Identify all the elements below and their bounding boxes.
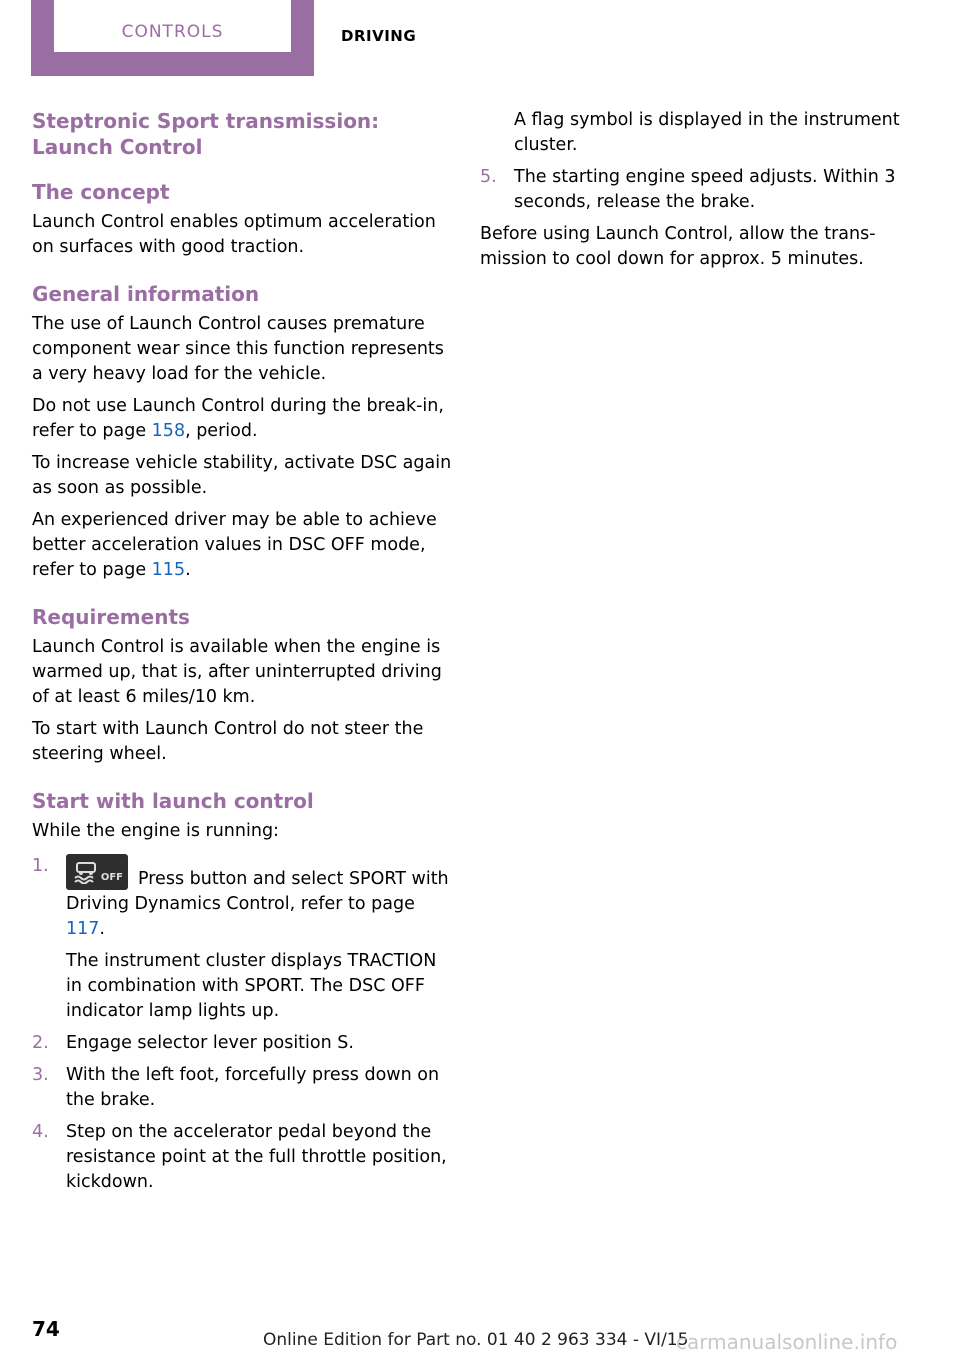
list-item	[32, 1031, 452, 1056]
list-item	[32, 1120, 452, 1195]
general-p1: The use of Launch Control causes premature component wear since this function represents a very heavy load for the vehicle.	[32, 314, 444, 384]
dsc-off-button-icon	[66, 854, 128, 890]
start-intro: While the engine is running:	[32, 821, 279, 841]
page-number: 74	[32, 1317, 60, 1341]
concept-text: Launch Control enables optimum acceleration on surfaces with good traction.	[32, 212, 436, 257]
closing-text: Before using Launch Control, allow the transmission to cool down for approx. 5 minutes.	[480, 224, 876, 269]
step-text: The starting engine speed adjusts. Within 3 seconds, release the brake.	[514, 167, 896, 212]
general-p2: Do not use Launch Control during the break-in, refer to page 158, period.	[32, 396, 444, 441]
left-column	[32, 108, 452, 1202]
right-column	[480, 108, 900, 279]
steps-list	[32, 854, 452, 1195]
list-item	[480, 165, 900, 215]
requirements-p1: Launch Control is available when the engine is warmed up, that is, after uninterrupted driving of at least 6 miles/10 km.	[32, 637, 442, 707]
step-number: 3.	[32, 1065, 49, 1085]
list-item-continued	[480, 108, 900, 158]
list-item	[32, 1063, 452, 1113]
page-link-115[interactable]: 115	[151, 560, 186, 580]
step-number: 4.	[32, 1122, 49, 1142]
section-title: Steptronic Sport transmission: Launch Control	[32, 109, 380, 159]
edition-footer: Online Edition for Part no. 01 40 2 963 334 - VI/15	[263, 1330, 689, 1350]
step-text-2: The instrument cluster displays TRACTION in combination with SPORT. The DSC OFF indicator lamp lights up.	[66, 951, 437, 1021]
step-number: 5.	[480, 167, 497, 187]
dsc-off-label: OFF	[100, 872, 123, 883]
step-text: With the left foot, forcefully press down on the brake.	[66, 1065, 440, 1110]
step-text: Engage selector lever position S.	[66, 1033, 354, 1053]
page-link-117[interactable]: 117	[66, 919, 100, 939]
requirements-p2: To start with Launch Control do not steer the steering wheel.	[32, 719, 424, 764]
step-text: A flag symbol is displayed in the instrument cluster.	[514, 110, 900, 155]
chapter-tab-label[interactable]: CONTROLS	[121, 22, 224, 42]
requirements-heading: Requirements	[32, 605, 190, 629]
general-p3: To increase vehicle stability, activate DSC again as soon as possible.	[32, 453, 452, 498]
general-heading: General information	[32, 282, 260, 306]
start-heading: Start with launch control	[32, 789, 314, 813]
general-p4: An experienced driver may be able to achieve better acceleration values in DSC OFF mode, refer to page 115.	[32, 510, 437, 580]
concept-heading: The concept	[32, 180, 170, 204]
step-text: OFF Press button and select SPORT with Driving Dynamics Control, refer to page 117.	[66, 854, 452, 942]
step-text: Step on the accelerator pedal beyond the resistance point at the full throttle position, kickdown.	[66, 1122, 447, 1192]
watermark: carmanualsonline.info	[676, 1330, 898, 1354]
page-link-158[interactable]: 158	[151, 421, 186, 441]
step-number: 2.	[32, 1033, 49, 1053]
step-number: 1.	[32, 856, 49, 876]
list-item	[32, 854, 452, 1024]
breadcrumb[interactable]: DRIVING	[341, 27, 417, 45]
